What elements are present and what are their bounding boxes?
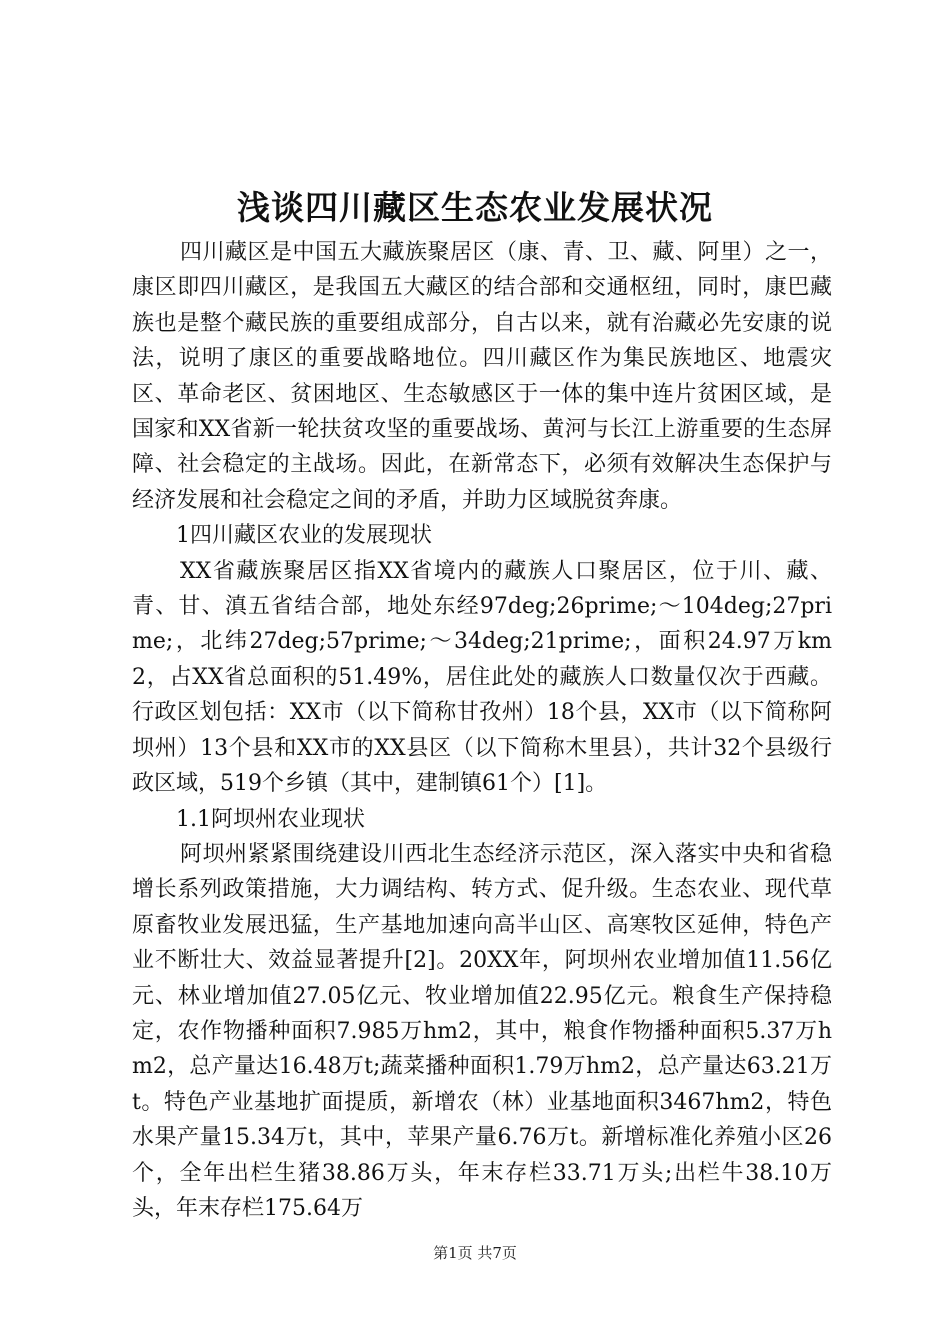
intro-paragraph: 四川藏区是中国五大藏族聚居区（康、青、卫、藏、阿里）之一，康区即四川藏区，是我国五大藏区的结合部和交通枢纽，同时，康巴藏族也是整个藏民族的重要组成部分，自古以来，就有治藏必先安康的说法，说明了康区的重要战略地位。四川藏区作为集民族地区、地震灾区、革命老区、贫困地区、生态敏感区于一体的集中连片贫困区域，是国家和XX省新一轮扶贫攻坚的重要战场、黄河与长江上游重要的生态屏障、社会稳定的主战场。因此，在新常态下，必须有效解决生态保护与经济发展和社会稳定之间的矛盾，并助力区域脱贫奔康。 (132, 240, 832, 513)
section-heading-1-1: 1.1阿坝州农业现状 (176, 806, 365, 832)
document-title: 浅谈四川藏区生态农业发展状况 (237, 188, 713, 227)
section-heading-1: 1四川藏区农业的发展现状 (176, 523, 432, 549)
page-number-footer: 第1页 共7页 (433, 1244, 517, 1262)
region-overview-paragraph: XX省藏族聚居区指XX省境内的藏族人口聚居区，位于川、藏、青、甘、滇五省结合部，地处东经97deg;26prime;～104deg;27prime;，北纬27deg;57prime;～34deg;21prime;，面积24.97万km2，占XX省总面积的51.49%，居住此处的藏族人口数量仅次于西藏。行政区划包括：XX市（以下简称甘孜州）18个县，XX市（以下简称阿坝州）13个县和XX市的XX县区（以下简称木里县），共计32个县级行政区域，519个乡镇（其中，建制镇61个）[1]。 (132, 558, 832, 797)
aba-agriculture-paragraph: 阿坝州紧紧围绕建设川西北生态经济示范区，深入落实中央和省稳增长系列政策措施，大力调结构、转方式、促升级。生态农业、现代草原畜牧业发展迅猛，生产基地加速向高半山区、高寒牧区延伸，特色产业不断壮大、效益显著提升[2]。20XX年，阿坝州农业增加值11.56亿元、林业增加值27.05亿元、牧业增加值22.95亿元。粮食生产保持稳定，农作物播种面积7.985万hm2，其中，粮食作物播种面积5.37万hm2，总产量达16.48万t;蔬菜播种面积1.79万hm2，总产量达63.21万t。特色产业基地扩面提质，新增农（林）业基地面积3467hm2，特色水果产量15.34万t，其中，苹果产量6.76万t。新增标准化养殖小区26个，全年出栏生猪38.86万头，年末存栏33.71万头;出栏牛38.10万头，年末存栏175.64万 (132, 841, 832, 1221)
document-body (132, 235, 832, 1226)
